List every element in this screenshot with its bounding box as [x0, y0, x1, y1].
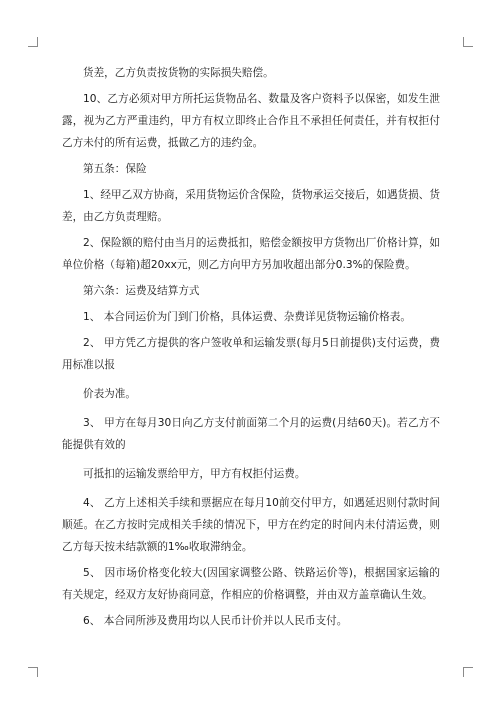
- section-heading-freight-settlement: 第六条：运费及结算方式: [83, 285, 200, 297]
- crop-mark-bottom-right: [463, 667, 473, 677]
- crop-mark-bottom-left: [28, 667, 38, 677]
- crop-mark-top-left: [28, 37, 38, 47]
- paragraph-freight-4: 4、 乙方上述相关手续和票据应在每月10前交付甲方，如遇延迟则付款时间顺延。在乙方按时完成相关手续的情况下，甲方在约定的时间内未付清运费，则乙方每天按未结款额的1‰收取滞纳金。: [62, 497, 440, 553]
- paragraph-freight-1: 1、 本合同运价为门到门价格，具体运费、杂费详见货物运输价格表。: [83, 311, 411, 323]
- paragraph-insurance-2: 2、保险额的赔付由当月的运费抵扣，赔偿金额按甲方货物出厂价格计算，如单位价格（每箱)超20xx元，则乙方向甲方另加收超出部分0.3%的保险费。: [62, 237, 440, 271]
- paragraph-freight-3: 3、 甲方在每月30日向乙方支付前面第二个月的运费(月结60天)。若乙方不能提供有效的: [62, 417, 440, 451]
- paragraph-freight-3-continued: 可抵扣的运输发票给甲方，甲方有权拒付运费。: [83, 468, 306, 480]
- paragraph-confidentiality: 10、乙方必须对甲方所托运货物品名、数量及客户资料予以保密，如发生泄露，视为乙方严重违约，甲方有权立即终止合作且不承担任何责任，并有权拒付乙方未付的所有运费，抵做乙方的违约金。: [62, 93, 440, 149]
- paragraph-insurance-1: 1、经甲乙双方协商，采用货物运价含保险，货物承运交接后，如遇货损、货差，由乙方负责理赔。: [62, 189, 440, 223]
- paragraph-freight-5: 5、 因市场价格变化较大(因国家调整公路、铁路运价等)，根据国家运输的有关规定，经双方友好协商同意，作相应的价格调整，并由双方盖章确认生效。: [62, 567, 440, 601]
- document-body: [62, 62, 440, 632]
- crop-mark-top-right: [463, 37, 473, 47]
- paragraph-freight-2: 2、 甲方凭乙方提供的客户签收单和运输发票(每月5日前提供)支付运费，费用标准以报: [62, 337, 440, 371]
- paragraph-cargo-loss: 货差，乙方负责按货物的实际损失赔偿。: [83, 67, 274, 79]
- paragraph-freight-6: 6、 本合同所涉及费用均以人民币计价并以人民币支付。: [83, 615, 348, 627]
- section-heading-insurance: 第五条：保险: [83, 163, 147, 175]
- paragraph-freight-2-continued: 价表为准。: [83, 388, 136, 400]
